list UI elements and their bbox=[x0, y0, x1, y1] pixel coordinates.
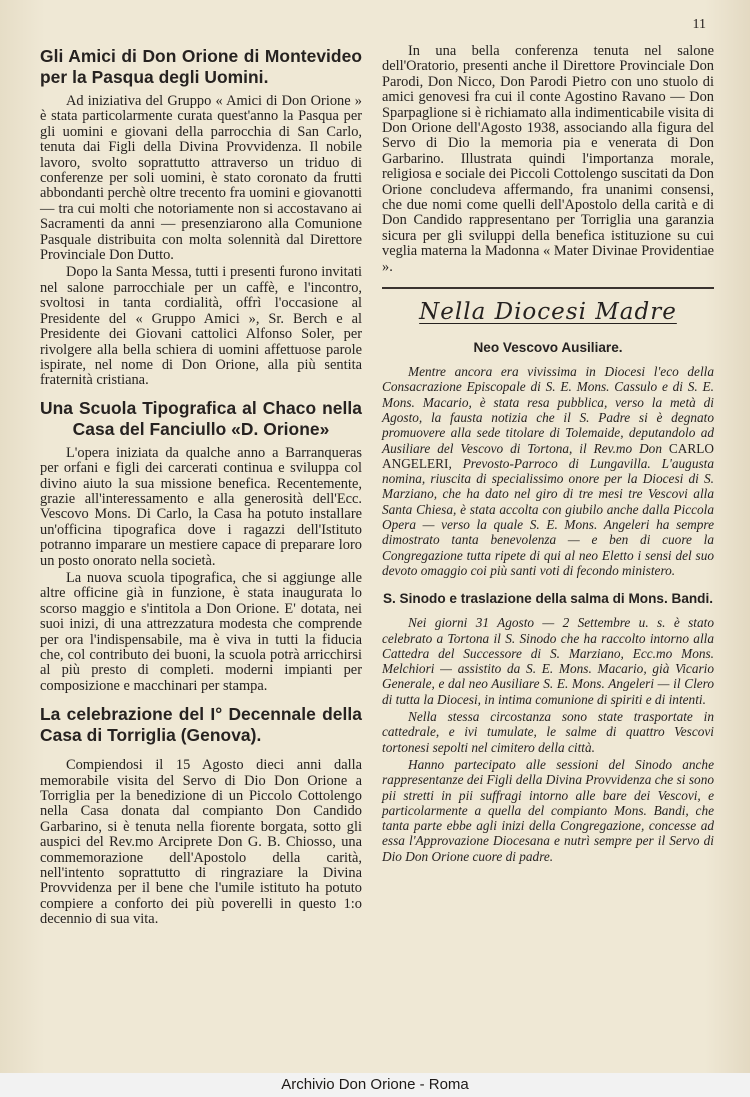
person-name: CARLO ANGELERI bbox=[382, 440, 714, 471]
article-paragraph: L'opera iniziata da qualche anno a Barranqueras per orfani e figli dei carcerati continua e sviluppa col divino aiuto la sua missione benefica. Recentemente, grazie all'interessamento e alla generosità dell'Ecc. Vescovo Mons. Di Carlo, la Casa ha potuto installare un'officina tipografica dove i ragazzi dell'Istituto potranno imparare un mestiere capace di preparare loro un posto onorato nella società. bbox=[40, 444, 362, 569]
article-paragraph: Hanno partecipato alle sessioni del Sinodo anche rappresentanze dei Figli della Divina Provvidenza che si sono pii stretti in pii suffragi intorno alle bare dei Vescovi, e particolarmente a quella del compianto Mons. Bandi, che tanta parte ebbe agli inizi della Congregazione, concesse ad essa l'Approvazione Diocesana e nutrì sempre per il Servo di Dio Don Orione cuore di padre. bbox=[382, 756, 714, 864]
article-paragraph bbox=[382, 364, 714, 578]
paragraph-text: , Prevosto-Parroco di Lungavilla. L'augusta nomina, riuscita di specialissimo onore per la Diocesi di S. Marziano, che ha dato nel giro di tre mesi tre Vescovi alla Santa Chiesa, è stata accolta con giubilo anche dalla Piccola Opera — verso la quale S. E. Mons. Angeleri ha sempre dimostrato tanta benevolenza — e ben di cuore la Congregazione tutta ripete di qui al neo Eletto i sensi del suo devoto omaggio coi più santi voti di fecondo ministero. bbox=[382, 455, 714, 578]
article-paragraph: Dopo la Santa Messa, tutti i presenti furono invitati nel salone parrocchiale per un caffè, e l'incontro, svoltosi in tanta cordialità, offrì l'occasione al Presidente del « Gruppo Amici », Sr. Berch e al Presidente dei Giovani cattolici Alfonso Soler, per rivolgere alla bella schiera di uomini affettuose parole ispirate, nel nome di Don Orione, alla più sentita fraternità cristiana. bbox=[40, 264, 362, 389]
left-column bbox=[40, 46, 362, 928]
article-title: La celebrazione del I° Decennale della Casa di Torriglia (Genova). bbox=[40, 704, 362, 746]
right-column bbox=[382, 44, 714, 864]
article-title: S. Sinodo e traslazione della salma di Mons. Bandi. bbox=[382, 591, 714, 607]
archive-footer: Archivio Don Orione - Roma bbox=[281, 1076, 469, 1093]
article-torriglia bbox=[40, 704, 362, 927]
article-vescovo bbox=[382, 339, 714, 578]
article-paragraph: Ad iniziativa del Gruppo « Amici di Don Orione » è stata particolarmente curata quest'anno la Pasqua per gli uomini e giovani della parrocchia di San Carlo, tenuta dai Figli della Divina Provvidenza. Il nobile lavoro, svolto soprattutto attraverso un triduo di conferenze per soli uomini, è stato coronato da frutti abbondanti perchè oltre trecento fra uomini e giovanotti — tra cui molti che notoriamente non si accostavano ai Sacramenti da anni — presenziarono alla Comunione Pasquale distribuita con molta solennità dal Direttore Provinciale Don Dutto. bbox=[40, 93, 362, 264]
article-paragraph: Compiendosi il 15 Agosto dieci anni dalla memorabile visita del Servo di Dio Don Orione a Torriglia per la benedizione di un Piccolo Cottolengo nella Casa donata dal compianto Don Candido Garbarino, si è tenuta nella fiorente borgata, sotto gli auspici del Rev.mo Arciprete Don G. B. Chiosso, una commemorazione dell'Apostolo della carità, nell'intento soprattutto di ringraziare la Divina Provvidenza per il bene che l'umile istituto ha potuto compiere a conforto dei più poverelli in questo 1:o decennio di sua vita. bbox=[40, 757, 362, 928]
article-montevideo bbox=[40, 46, 362, 389]
article-paragraph: La nuova scuola tipografica, che si aggiunge alle altre officine già in funzione, è stata inaugurata lo scorso maggio e s'intitola a Don Orione. E' dotata, nei suoi inizi, di una attrezzatura modesta che comprende per ora l'indispensabile, ma è viva in tutti la fiducia che, col contributo dei buoni, la scuola potrà arricchirsi al più presto di completi. moderni impianti per composizione e macchinari per stampa. bbox=[40, 569, 362, 694]
page-number: 11 bbox=[692, 17, 706, 32]
section-title: Nella Diocesi Madre bbox=[419, 299, 677, 326]
article-continuation: In una bella conferenza tenuta nel salone dell'Oratorio, presenti anche il Direttore Provinciale Don Parodi, Don Nicco, Don Parodi Pietro con uno stuolo di amici genovesi fra cui il conte Agostino Ravano — Don Sparpaglione si è richiamato alla indimenticabile visita di Don Orione dell'Agosto 1938, associando alla figura del Servo di Dio la memoria pia e venerata di Don Garbarino. Illustrata quindi l'importanza morale, religiosa e sociale dei Piccoli Cottolengo suscitati da Don Orione concludeva affermando, fra unanimi consensi, che due nomi come quelli dell'Apostolo della carità e di Don Candido rappresentano per Torriglia una garanzia sicura per gli sviluppi della benefica istituzione su cui veglia materna la Madonna « Mater Divinae Providentiae ». bbox=[382, 43, 714, 275]
article-paragraph: Nei giorni 31 Agosto — 2 Settembre u. s. è stato celebrato a Tortona il S. Sinodo che ha raccolto intorno alla Cattedra del Successore di S. Marziano, Ecc.mo Mons. Melchiori — assistito da S. E. Mons. Macario, già Vicario Generale, e dal neo Ausiliare S. E. Mons. Angeleri — il Clero di tutta la Diocesi, in intima comunione di spiriti e di intenti. bbox=[382, 615, 714, 707]
article-title: Neo Vescovo Ausiliare. bbox=[473, 340, 623, 356]
paragraph-text: Mentre ancora era vivissima in Diocesi l'eco della Consacrazione Episcopale di S. E. Mons. Cassulo e di S. E. Mons. Macario, è stata resa pubblica, verso la metà di Agosto, la fausta notizia che il S. Padre si è degnato promuovere alla sede titolare di Tolemaide, deputandolo ad Ausiliare del Vescovo di Tortona, il Rev.mo Don bbox=[382, 364, 714, 456]
article-sinodo bbox=[382, 590, 714, 864]
article-paragraph: Nella stessa circostanza sono state trasportate in cattedrale, e ivi tumulate, le salme di quattro Vescovi tortonesi sepolti nel cimitero della città. bbox=[382, 709, 714, 755]
article-chaco bbox=[40, 398, 362, 695]
section-divider bbox=[382, 287, 714, 289]
article-title: Una Scuola Tipografica al Chaco nella Casa del Fanciullo «D. Orione» bbox=[40, 397, 362, 439]
article-title: Gli Amici di Don Orione di Montevideo per la Pasqua degli Uomini. bbox=[40, 46, 362, 87]
